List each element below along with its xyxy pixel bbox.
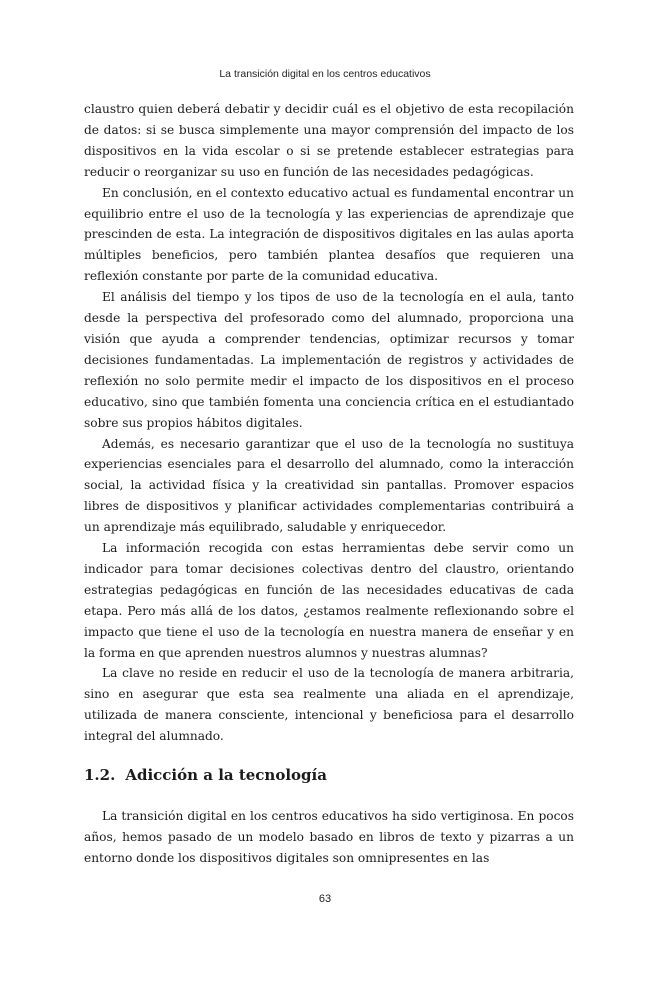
paragraph: En conclusión, en el contexto educativo actual es fundamental encontrar un equilibrio entre el uso de la tecnología y las experiencias de aprendizaje que prescinden de esta. La integración de dispositivos digitales en las aulas aporta múltiples beneficios, pero también plantea desafíos que requieren una reflexión constante por parte de la comunidad educativa. (84, 185, 574, 284)
running-header: La transición digital en los centros educativos (219, 68, 431, 80)
paragraph: Además, es necesario garantizar que el uso de la tecnología no sustituya experiencias esenciales para el desarrollo del alumnado, como la interacción social, la actividad física y la creatividad sin pantallas. Promover espacios libres de dispositivos y planificar actividades complementarias contribuirá a un aprendizaje más equilibrado, saludable y enriquecedor. (84, 436, 574, 535)
section-number: 1.2. (84, 766, 116, 784)
body-text (84, 99, 574, 747)
section-heading (84, 764, 574, 786)
paragraph: La información recogida con estas herramientas debe servir como un indicador para tomar decisiones colectivas dentro del claustro, orientando estrategias pedagógicas en función de las necesidades educativas de cada etapa. Pero más allá de los datos, ¿estamos realmente reflexionando sobre el impacto que tiene el uso de la tecnología en nuestra manera de enseñar y en la forma en que aprenden nuestros alumnos y nuestras alumnas? (84, 541, 574, 660)
section-body-text (84, 806, 574, 869)
paragraph: La transición digital en los centros educativos ha sido vertiginosa. En pocos años, hemos pasado de un modelo basado en libros de texto y pizarras a un entorno donde los dispositivos digitales son omnipresentes en las (84, 809, 574, 865)
section-title: Adicción a la tecnología (125, 766, 327, 784)
paragraph: claustro quien deberá debatir y decidir cuál es el objetivo de esta recopilación de datos: si se busca simplemente una mayor comprensión del impacto de los dispositivos en la vida escolar o si se pretende establecer estrategias para reducir o reorganizar su uso en función de las necesidades pedagógicas. (84, 102, 574, 179)
page-number: 63 (318, 893, 332, 905)
paragraph: La clave no reside en reducir el uso de la tecnología de manera arbitraria, sino en asegurar que esta sea realmente una aliada en el aprendizaje, utilizada de manera consciente, intencional y beneficiosa para el desarrollo integral del alumnado. (84, 666, 574, 744)
paragraph: El análisis del tiempo y los tipos de uso de la tecnología en el aula, tanto desde la perspectiva del profesorado como del alumnado, proporciona una visión que ayuda a comprender tendencias, optimizar recursos y tomar decisiones fundamentadas. La implementación de registros y actividades de reflexión no solo permite medir el impacto de los dispositivos en el proceso educativo, sino que también fomenta una conciencia crítica en el estudiantado sobre sus propios hábitos digitales. (84, 290, 574, 430)
